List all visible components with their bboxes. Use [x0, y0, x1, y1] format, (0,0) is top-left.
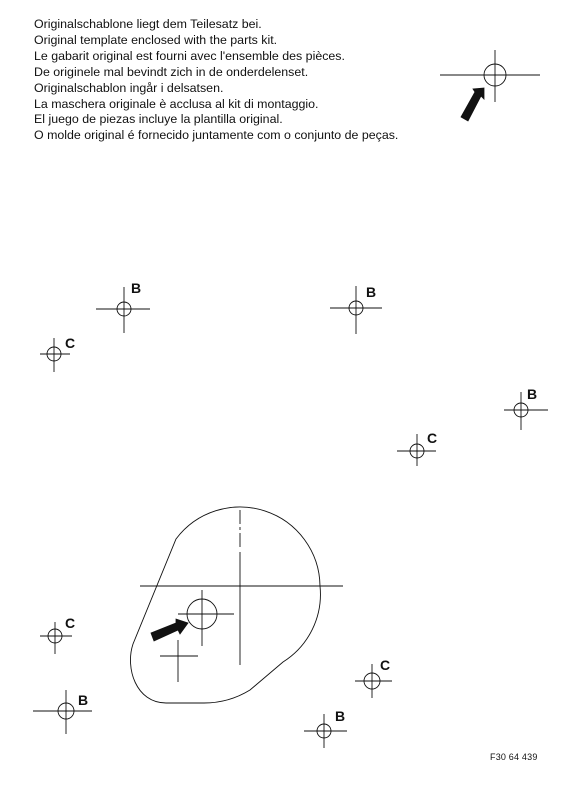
label-b-right: B	[527, 386, 538, 402]
outline-center-lines	[140, 510, 343, 665]
template-hole-crosshair	[178, 590, 234, 646]
marker-b-left	[96, 287, 150, 333]
note-portuguese: O molde original é fornecido juntamente com o conjunto de peças.	[34, 128, 399, 143]
hole-arrow-icon	[151, 619, 188, 641]
template-outline	[130, 507, 320, 703]
label-b-left: B	[131, 280, 142, 296]
note-spanish: El juego de piezas incluye la plantilla original.	[34, 112, 283, 127]
note-italian: La maschera originale è acclusa al kit di montaggio.	[34, 96, 319, 111]
note-english: Original template enclosed with the parts kit.	[34, 32, 278, 47]
legend-crosshair	[440, 50, 540, 102]
label-c-left: C	[65, 335, 76, 351]
legend-arrow-icon	[461, 88, 484, 121]
label-b-bottom-center: B	[335, 708, 346, 724]
note-french: Le gabarit original est fourni avec l'ensemble des pièces.	[34, 48, 345, 63]
label-b-center: B	[366, 284, 377, 300]
reference-cross	[160, 640, 198, 682]
note-dutch: De originele mal bevindt zich in de onderdelenset.	[34, 64, 309, 79]
label-c-right: C	[427, 430, 438, 446]
note-german: Originalschablone liegt dem Teilesatz bei.	[34, 17, 262, 31]
marker-b-right	[504, 392, 548, 430]
note-swedish: Originalschablon ingår i delsatsen.	[34, 80, 224, 95]
label-c-bottom-right: C	[380, 657, 391, 673]
label-b-bottom-left: B	[78, 692, 89, 708]
document-number: F30 64 439	[490, 752, 538, 762]
label-c-bottom-left: C	[65, 615, 76, 631]
